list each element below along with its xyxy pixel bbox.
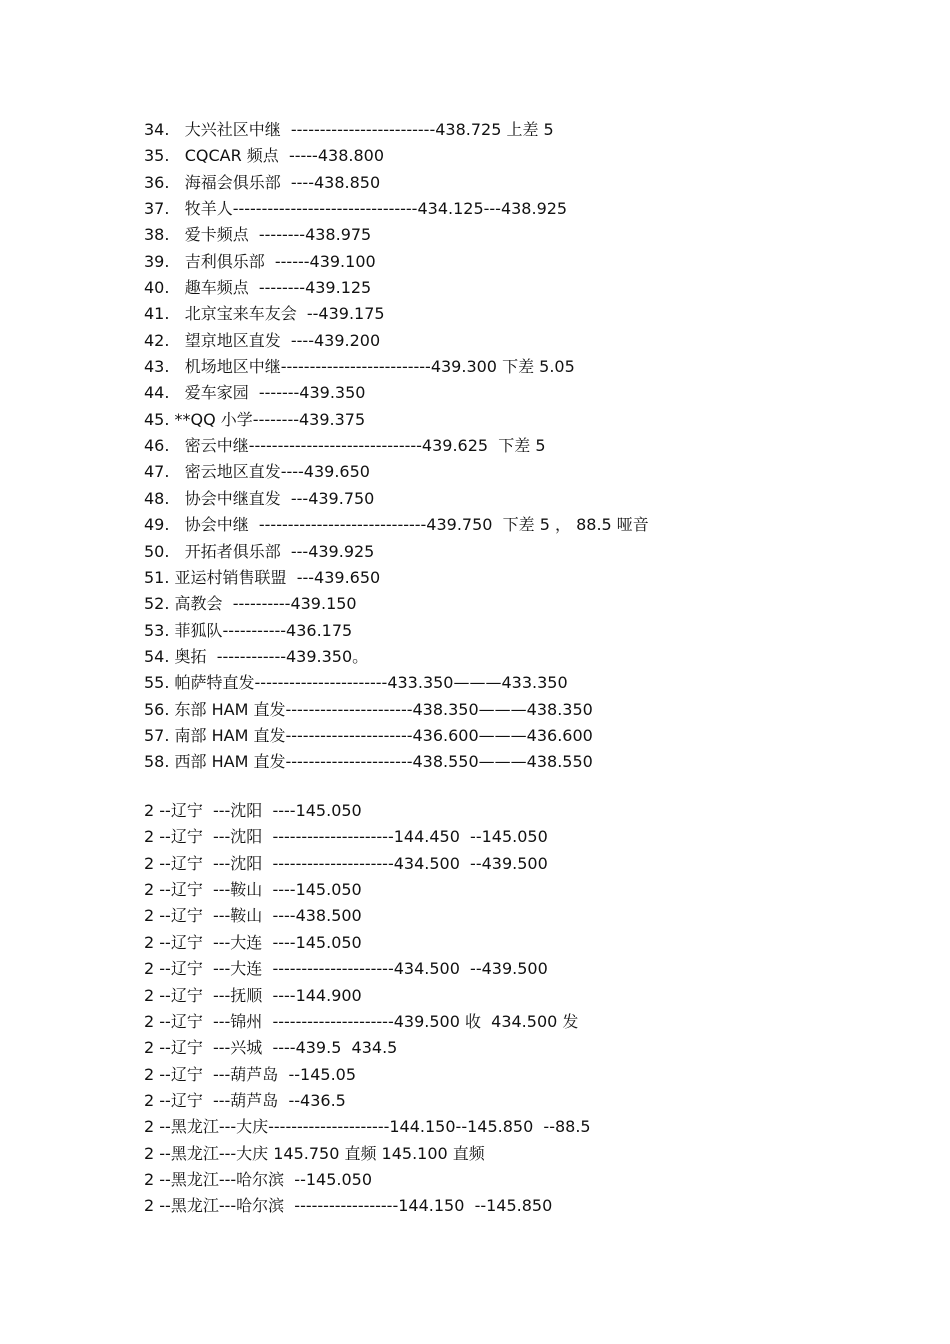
list-item: 37. 牧羊人--------------------------------434.125---438.925 bbox=[144, 199, 568, 219]
list-item: 47. 密云地区直发----439.650 bbox=[144, 462, 370, 482]
list-item: 45. **QQ 小学--------439.375 bbox=[144, 409, 366, 429]
list-item: 2 --辽宁 ---兴城 ----439.5 434.5 bbox=[144, 1038, 398, 1058]
list-item: 54. 奥拓 ------------439.350。 bbox=[144, 646, 369, 666]
list-item: 34. 大兴社区中继 -------------------------438.725 上差 5 bbox=[144, 120, 554, 139]
list-item: 55. 帕萨特直发-----------------------433.350———433.350 bbox=[144, 673, 568, 693]
list-item: 41. 北京宝来车友会 --439.175 bbox=[144, 304, 385, 324]
list-item: 50. 开拓者俱乐部 ---439.925 bbox=[144, 541, 375, 561]
list-item: 39. 吉利俱乐部 ------439.100 bbox=[144, 251, 376, 271]
list-item: 2 --黑龙江---哈尔滨 ------------------144.150 --145.850 bbox=[144, 1196, 553, 1216]
list-item: 2 --辽宁 ---锦州 ---------------------439.500 收 434.500 发 bbox=[144, 1011, 579, 1031]
list-item: 2 --辽宁 ---抚顺 ----144.900 bbox=[144, 985, 362, 1005]
repeater-list-provinces bbox=[144, 798, 904, 1220]
list-item: 44. 爱车家园 -------439.350 bbox=[144, 383, 366, 403]
list-item: 2 --黑龙江---大庆 145.750 直频 145.100 直频 bbox=[144, 1143, 485, 1163]
list-item: 52. 高教会 ----------439.150 bbox=[144, 594, 357, 614]
section-spacer bbox=[144, 776, 904, 799]
list-item: 51. 亚运村销售联盟 ---439.650 bbox=[144, 567, 381, 587]
list-item: 46. 密云中继------------------------------439.625 下差 5 bbox=[144, 436, 546, 456]
list-item: 2 --黑龙江---哈尔滨 --145.050 bbox=[144, 1169, 373, 1189]
list-item: 42. 望京地区直发 ----439.200 bbox=[144, 330, 381, 350]
list-item: 2 --辽宁 ---鞍山 ----438.500 bbox=[144, 906, 362, 926]
list-item: 2 --辽宁 ---葫芦岛 --145.05 bbox=[144, 1064, 357, 1084]
list-item: 35. CQCAR 频点 -----438.800 bbox=[144, 146, 384, 166]
frequency-list bbox=[144, 117, 904, 1220]
list-item: 2 --黑龙江---大庆---------------------144.150--145.850 --88.5 bbox=[144, 1117, 591, 1137]
list-item: 43. 机场地区中继--------------------------439.300 下差 5.05 bbox=[144, 357, 575, 377]
list-item: 57. 南部 HAM 直发----------------------436.600———436.600 bbox=[144, 725, 593, 745]
list-item: 36. 海福会俱乐部 ----438.850 bbox=[144, 172, 381, 192]
list-item: 2 --辽宁 ---沈阳 ---------------------434.500 --439.500 bbox=[144, 853, 548, 873]
list-item: 2 --辽宁 ---沈阳 ---------------------144.450 --145.050 bbox=[144, 827, 548, 847]
list-item: 2 --辽宁 ---沈阳 ----145.050 bbox=[144, 801, 362, 821]
list-item: 2 --辽宁 ---大连 ----145.050 bbox=[144, 932, 362, 952]
list-item: 49. 协会中继 -----------------------------439.750 下差 5 ， 88.5 哑音 bbox=[144, 515, 649, 535]
list-item: 56. 东部 HAM 直发----------------------438.350———438.350 bbox=[144, 699, 593, 719]
list-item: 38. 爱卡频点 --------438.975 bbox=[144, 225, 372, 245]
repeater-list-beijing bbox=[144, 117, 904, 776]
list-item: 58. 西部 HAM 直发----------------------438.550———438.550 bbox=[144, 752, 593, 772]
list-item: 48. 协会中继直发 ---439.750 bbox=[144, 488, 375, 508]
list-item: 2 --辽宁 ---大连 ---------------------434.500 --439.500 bbox=[144, 959, 548, 979]
list-item: 53. 菲狐队-----------436.175 bbox=[144, 620, 353, 640]
list-item: 2 --辽宁 ---鞍山 ----145.050 bbox=[144, 880, 362, 900]
list-item: 40. 趣车频点 --------439.125 bbox=[144, 278, 372, 298]
list-item: 2 --辽宁 ---葫芦岛 --436.5 bbox=[144, 1090, 346, 1110]
